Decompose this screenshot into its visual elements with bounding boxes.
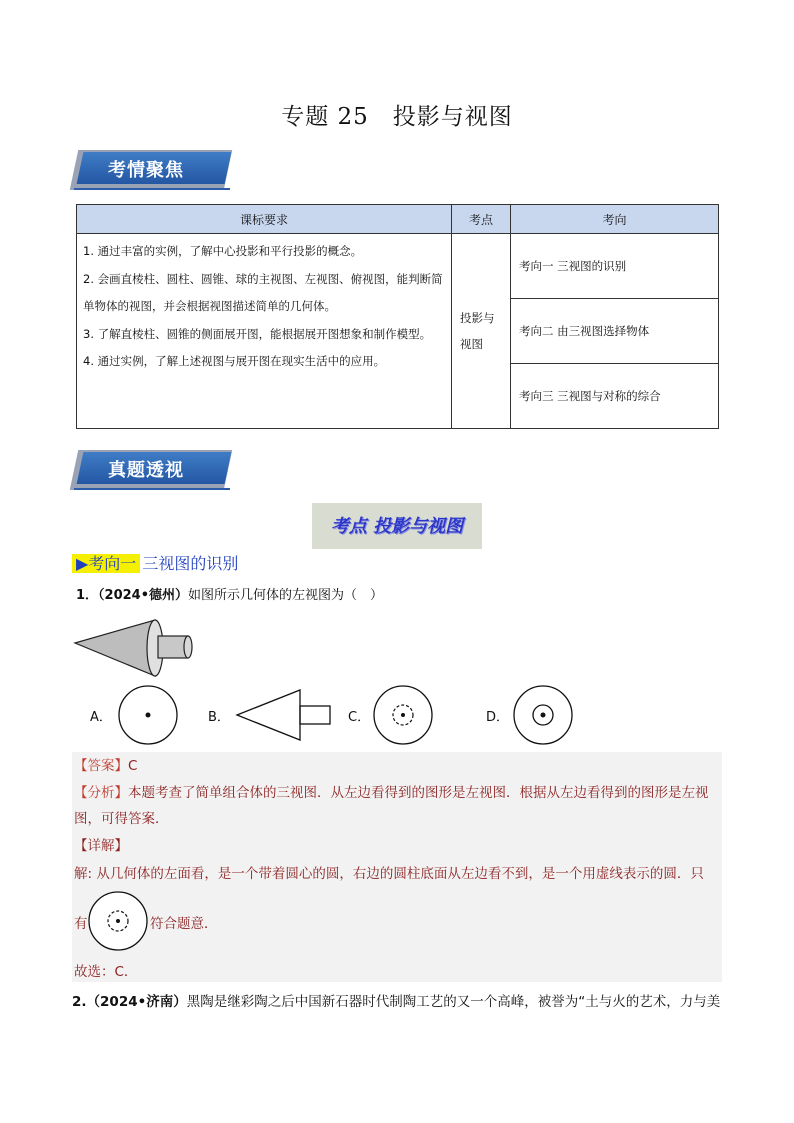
detail-line: 解: 从几何体的左面看，是一个带着圆心的圆，右边的圆柱底面从左边看不到，是一个用虚线表示的圆．只 — [74, 866, 704, 882]
exam-point-box — [312, 503, 482, 549]
table-header: 考点 — [452, 205, 511, 234]
exam-point-label: 考点 投影与视图 — [330, 516, 464, 537]
direction-cell: 考向一 三视图的识别 — [511, 234, 719, 299]
direction-name: 三视图的识别 — [142, 554, 239, 573]
requirements-cell — [77, 234, 452, 429]
requirement-item: 1. 通过丰富的实例，了解中心投影和平行投影的概念。 — [83, 244, 363, 258]
requirement-item: 2. 会画直棱柱、圆柱、圆锥、球的主视图、左视图、俯视图，能判断简单物体的视图，并会根据视图描述简单的几何体。 — [83, 271, 443, 313]
question-number: 1． — [76, 588, 99, 603]
option-a-figure — [117, 684, 179, 746]
option-b-figure — [234, 688, 334, 742]
section-banner-label: 考情聚焦 — [108, 160, 184, 181]
question-source: （2024•济南） — [86, 994, 187, 1010]
question-number: 2. — [72, 994, 87, 1010]
detail-prefix: 有 — [74, 916, 88, 932]
answer-value: C — [128, 758, 138, 774]
cone-cylinder-figure — [70, 618, 200, 680]
question-1 — [76, 584, 383, 603]
section-banner-exams — [74, 450, 230, 494]
answer-tag: 【答案】 — [74, 758, 128, 774]
analysis-tag: 【分析】 — [74, 785, 128, 801]
question-text: 黑陶是继彩陶之后中国新石器时代制陶工艺的又一个高峰，被誉为“土与火的艺术，力与美 — [186, 994, 721, 1010]
option-label-b: B． — [208, 710, 230, 725]
option-label-a: A． — [90, 710, 112, 725]
option-d-figure — [512, 684, 574, 746]
table-header: 考向 — [511, 205, 719, 234]
answer-figure — [87, 890, 149, 952]
requirement-item: 3. 了解直棱柱、圆锥的侧面展开图，能根据展开图想象和制作模型。 — [83, 326, 432, 341]
option-c-figure — [372, 684, 434, 746]
section-banner-label: 真题透视 — [108, 460, 184, 481]
analysis-text: 本题考查了简单组合体的三视图．从左边看得到的图形是左视图．根据从左边看得到的图形是左视图，可得答案． — [74, 785, 709, 827]
kaodian-text: 投影与视图 — [460, 311, 495, 351]
detail-tag: 【详解】 — [74, 838, 128, 854]
section-banner-focus — [74, 150, 230, 194]
requirement-item: 4. 通过实例，了解上述视图与展开图在现实生活中的应用。 — [83, 354, 386, 368]
table-header: 课标要求 — [77, 205, 452, 234]
direction-heading — [72, 551, 238, 573]
answer-line — [74, 754, 137, 774]
detail-suffix: 符合题意． — [150, 916, 218, 932]
analysis-block — [74, 780, 722, 832]
option-label-c: C． — [348, 710, 371, 725]
question-text: 如图所示几何体的左视图为（ ） — [188, 588, 384, 603]
direction-tag: ▶考向一 — [72, 554, 140, 573]
kaodian-cell — [452, 234, 511, 429]
question-2 — [72, 990, 724, 1010]
conclusion: 故选：C． — [74, 964, 138, 980]
page-title: 专题 25 投影与视图 — [281, 104, 513, 130]
standards-table — [76, 204, 719, 429]
question-source: （2024•德州） — [98, 588, 189, 603]
direction-cell: 考向二 由三视图选择物体 — [511, 299, 719, 364]
direction-cell: 考向三 三视图与对称的综合 — [511, 364, 719, 429]
option-label-d: D． — [486, 710, 510, 725]
